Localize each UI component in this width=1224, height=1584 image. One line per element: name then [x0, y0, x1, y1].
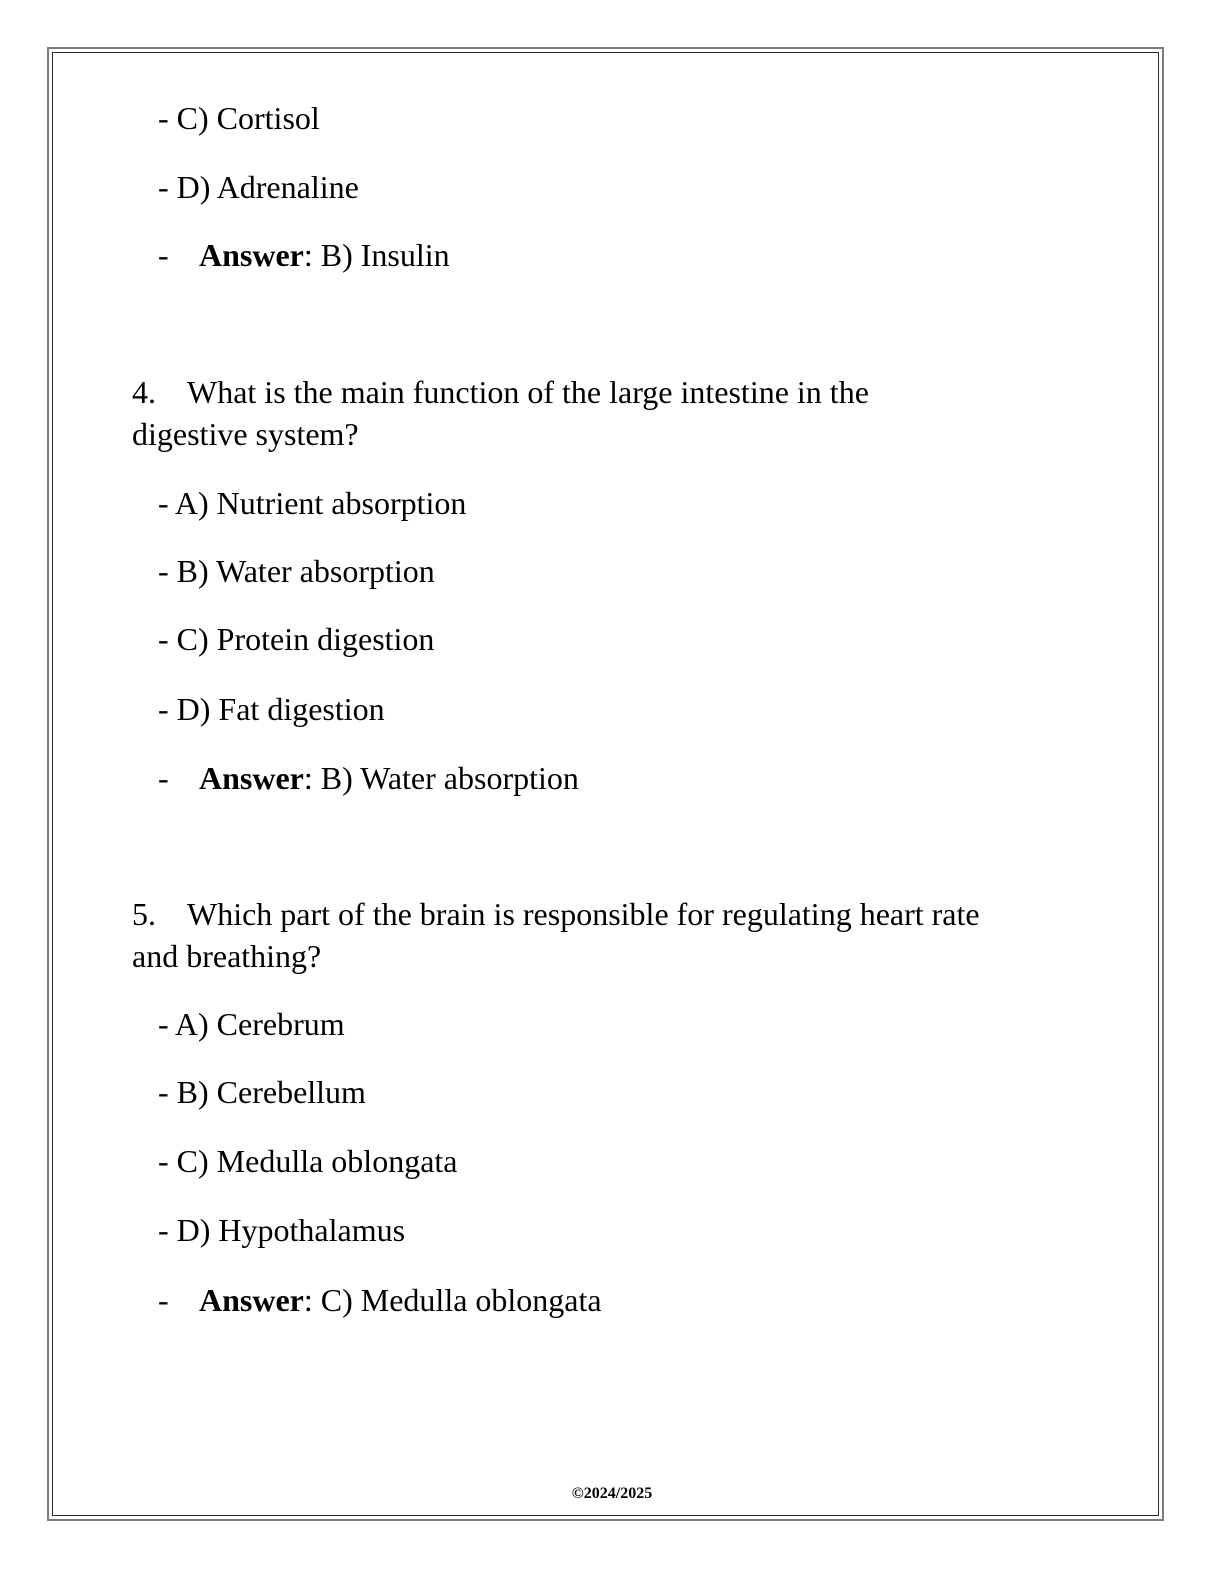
question-4-number: 4.: [132, 374, 156, 410]
footer-copyright: ©2024/2025: [571, 1485, 653, 1502]
answer-value: : C) Medulla oblongata: [303, 1282, 602, 1318]
question-4-text-continued: digestive system?: [132, 416, 359, 452]
question-5-text-continued: and breathing?: [132, 938, 322, 974]
answer-label: Answer: [199, 1282, 304, 1318]
option-4-a: - A) Nutrient absorption: [158, 485, 467, 521]
answer-4: [199, 758, 579, 798]
answer-5: [199, 1280, 602, 1320]
answer-value: : B) Insulin: [303, 237, 450, 273]
question-5-text: Which part of the brain is responsible for regulating heart rate: [187, 896, 980, 932]
question-4-text: What is the main function of the large intestine in the: [187, 374, 869, 410]
option-4-c: - C) Protein digestion: [158, 621, 435, 657]
question-5-number: 5.: [132, 896, 156, 932]
option-prev-c: - C) Cortisol: [158, 100, 320, 136]
answer-dash: -: [158, 1282, 169, 1318]
option-5-b: - B) Cerebellum: [158, 1074, 366, 1110]
answer-value: : B) Water absorption: [303, 760, 579, 796]
answer-prev: [199, 235, 450, 275]
option-4-d: - D) Fat digestion: [158, 691, 385, 727]
option-5-a: - A) Cerebrum: [158, 1006, 345, 1042]
answer-label: Answer: [199, 760, 304, 796]
option-4-b: - B) Water absorption: [158, 553, 435, 589]
answer-dash: -: [158, 760, 169, 796]
option-prev-d: - D) Adrenaline: [158, 169, 359, 205]
answer-dash: -: [158, 237, 169, 273]
answer-label: Answer: [199, 237, 304, 273]
option-5-d: - D) Hypothalamus: [158, 1212, 406, 1248]
option-5-c: - C) Medulla oblongata: [158, 1143, 458, 1179]
